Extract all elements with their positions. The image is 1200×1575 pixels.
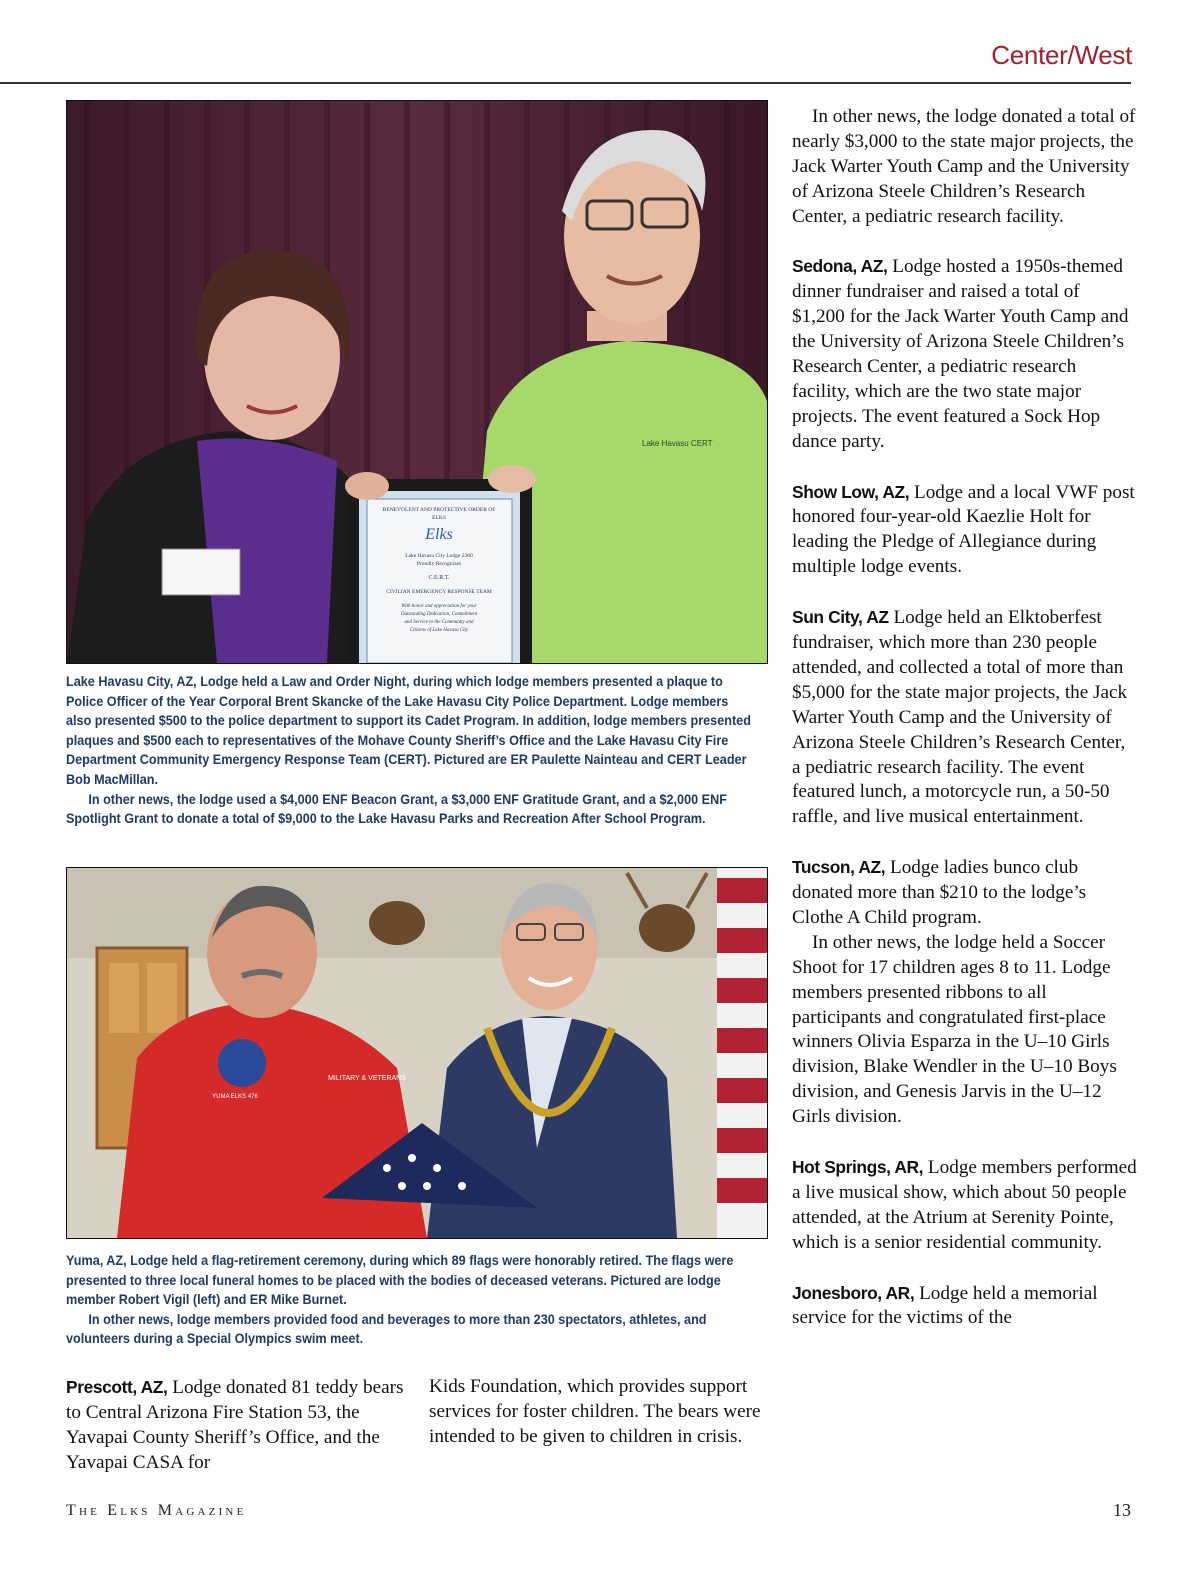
article-hot-springs-text: Lodge members performed a live musical show, which about 50 people attended, at the Atrium at Serenity Pointe, which is a senior residential community.	[792, 1156, 1137, 1253]
caption-lake-havasu-text: Lodge held a Law and Order Night, during which lodge members presented a plaque to Police Officer of the Year Corporal Brent Skancke of the Lake Havasu City Police Department. Lodge members also presented $500 to the police department to support its Cadet Program. In addition, lodge members presented plaques and $500 each to representatives of the Mohave County Sheriff’s Office and the Lake Havasu City Fire Department Community Emergency Response Team (CERT). Pictured are ER Paulette Nainteau and CERT Leader Bob MacMillan.	[66, 674, 751, 787]
article-prescott-part2	[429, 1375, 764, 1450]
article-lake-havasu-continued: In other news, the lodge donated a total of nearly $3,000 to the state major projects, the Jack Warter Youth Camp and the University of Arizona Steele Children’s Research Center, a pediatric research facility.	[792, 106, 1136, 227]
svg-text:Citizens of Lake Havasu City: Citizens of Lake Havasu City	[409, 628, 469, 633]
article-tucson	[792, 855, 1137, 931]
photo-lake-havasu	[66, 100, 768, 664]
page-number: 13	[1113, 1500, 1131, 1520]
svg-text:and Service to the Community a: and Service to the Community and	[404, 620, 474, 625]
svg-text:C.E.R.T.: C.E.R.T.	[428, 575, 450, 581]
photo-yuma-illustration	[67, 868, 767, 1238]
svg-text:CIVILIAN EMERGENCY RESPONSE TE: CIVILIAN EMERGENCY RESPONSE TEAM	[386, 589, 492, 595]
article-sun-city	[792, 605, 1137, 830]
svg-text:With honor and appreciation fo: With honor and appreciation for your	[401, 604, 477, 609]
article-prescott-text-b: Kids Foundation, which provides support services for foster children. The bears were intended to be given to children in crisis.	[429, 1376, 761, 1447]
lodge-name-jonesboro: Jonesboro, AR,	[792, 1282, 915, 1303]
lodge-name-show-low: Show Low, AZ,	[792, 481, 910, 502]
svg-text:Proudly Recognizes: Proudly Recognizes	[416, 561, 462, 567]
article-tucson-more: In other news, the lodge held a Soccer Shoot for 17 children ages 8 to 11. Lodge members presented ribbons to all participants and congratulated first-place winners Olivia Esparza in the U–10 Girls division, Blake Wendler in the U–10 Boys division, and Genesis Jarvis in the U–12 Girls division.	[792, 931, 1117, 1128]
section-title: Center/West	[991, 40, 1132, 70]
article-sedona	[792, 254, 1137, 454]
caption-yuma	[66, 1251, 762, 1349]
header-rule	[0, 82, 1131, 84]
caption-lake-havasu-more: In other news, the lodge used a $4,000 ENF Beacon Grant, a $3,000 ENF Gratitude Grant, and a $2,000 ENF Spotlight Grant to donate a total of $9,000 to the Lake Havasu Parks and Recreation After School Program.	[66, 791, 727, 827]
caption-lake-havasu	[66, 672, 756, 829]
caption-yuma-text: Lodge held a flag-retirement ceremony, during which 89 flags were honorably retired. The flags were presented to three local funeral homes to be placed with the bodies of deceased veterans. Pictured are lodge member Robert Vigil (left) and ER Mike Burnet.	[66, 1253, 734, 1308]
photo-lake-havasu-illustration	[67, 101, 767, 663]
svg-text:Lake Havasu City Lodge 2360: Lake Havasu City Lodge 2360	[405, 553, 473, 559]
article-jonesboro-text: Lodge held a memorial service for the victims of the	[792, 1282, 1098, 1329]
footer-magazine-title: The Elks Magazine	[66, 1502, 247, 1519]
svg-text:Elks: Elks	[425, 526, 453, 543]
shirt-logo-text: Lake Havasu CERT	[642, 439, 713, 448]
svg-text:Outstanding Dedication, Commit: Outstanding Dedication, Commitment	[400, 612, 478, 617]
lodge-name-tucson: Tucson, AZ,	[792, 857, 886, 878]
article-show-low	[792, 480, 1137, 581]
article-show-low-text: Lodge and a local VWF post honored four-year-old Kaezlie Holt for leading the Pledge of Allegiance during multiple lodge events.	[792, 481, 1135, 578]
article-prescott-text-a: Lodge donated 81 teddy bears to Central Arizona Fire Station 53, the Yavapai County Sheriff’s Office, and the Yavapai CASA for	[66, 1377, 404, 1473]
caption-yuma-lead: Yuma, AZ,	[66, 1253, 127, 1268]
article-tucson-text: Lodge ladies bunco club donated more than $210 to the lodge’s Clothe A Child program.	[792, 857, 1087, 928]
caption-lake-havasu-lead: Lake Havasu City, AZ,	[66, 674, 197, 689]
article-sedona-text: Lodge hosted a 1950s-themed dinner fundraiser and raised a total of $1,200 for the Jack Warter Youth Camp and the University of Arizona Steele Children’s Research Center, a pediatric research facility, which are the two state major projects. The event featured a Sock Hop dance party.	[792, 256, 1129, 452]
caption-yuma-main	[66, 1251, 762, 1310]
lodge-name-hot-springs: Hot Springs, AR,	[792, 1156, 924, 1177]
article-prescott-part1	[66, 1375, 411, 1476]
photo-yuma	[66, 867, 768, 1239]
lodge-name-prescott: Prescott, AZ,	[66, 1377, 168, 1397]
svg-text:ELKS: ELKS	[432, 515, 446, 521]
right-column	[792, 105, 1137, 1331]
caption-yuma-more: In other news, lodge members provided food and beverages to more than 230 spectators, athletes, and volunteers during a Special Olympics swim meet.	[66, 1311, 707, 1347]
shirt-text: MILITARY & VETERANS	[328, 1075, 406, 1082]
lodge-name-sedona: Sedona, AZ,	[792, 256, 888, 277]
svg-text:BENEVOLENT AND PROTECTIVE ORDE: BENEVOLENT AND PROTECTIVE ORDER OF	[382, 507, 496, 513]
lodge-name-sun-city: Sun City, AZ	[792, 607, 889, 628]
article-sun-city-text: Lodge held an Elktoberfest fundraiser, which more than 230 people attended, and collected a total of more than $5,000 for the state major projects, the Jack Warter Youth Camp and the University of Arizona Steele Children’s Research Center, a pediatric research facility. The event featured lunch, a motorcycle run, a 50-50 raffle, and live musical entertainment.	[792, 607, 1128, 828]
article-hot-springs	[792, 1155, 1137, 1256]
article-jonesboro	[792, 1281, 1137, 1332]
shirt-patch-text: YUMA ELKS 476	[212, 1094, 258, 1100]
caption-lake-havasu-main	[66, 672, 756, 790]
